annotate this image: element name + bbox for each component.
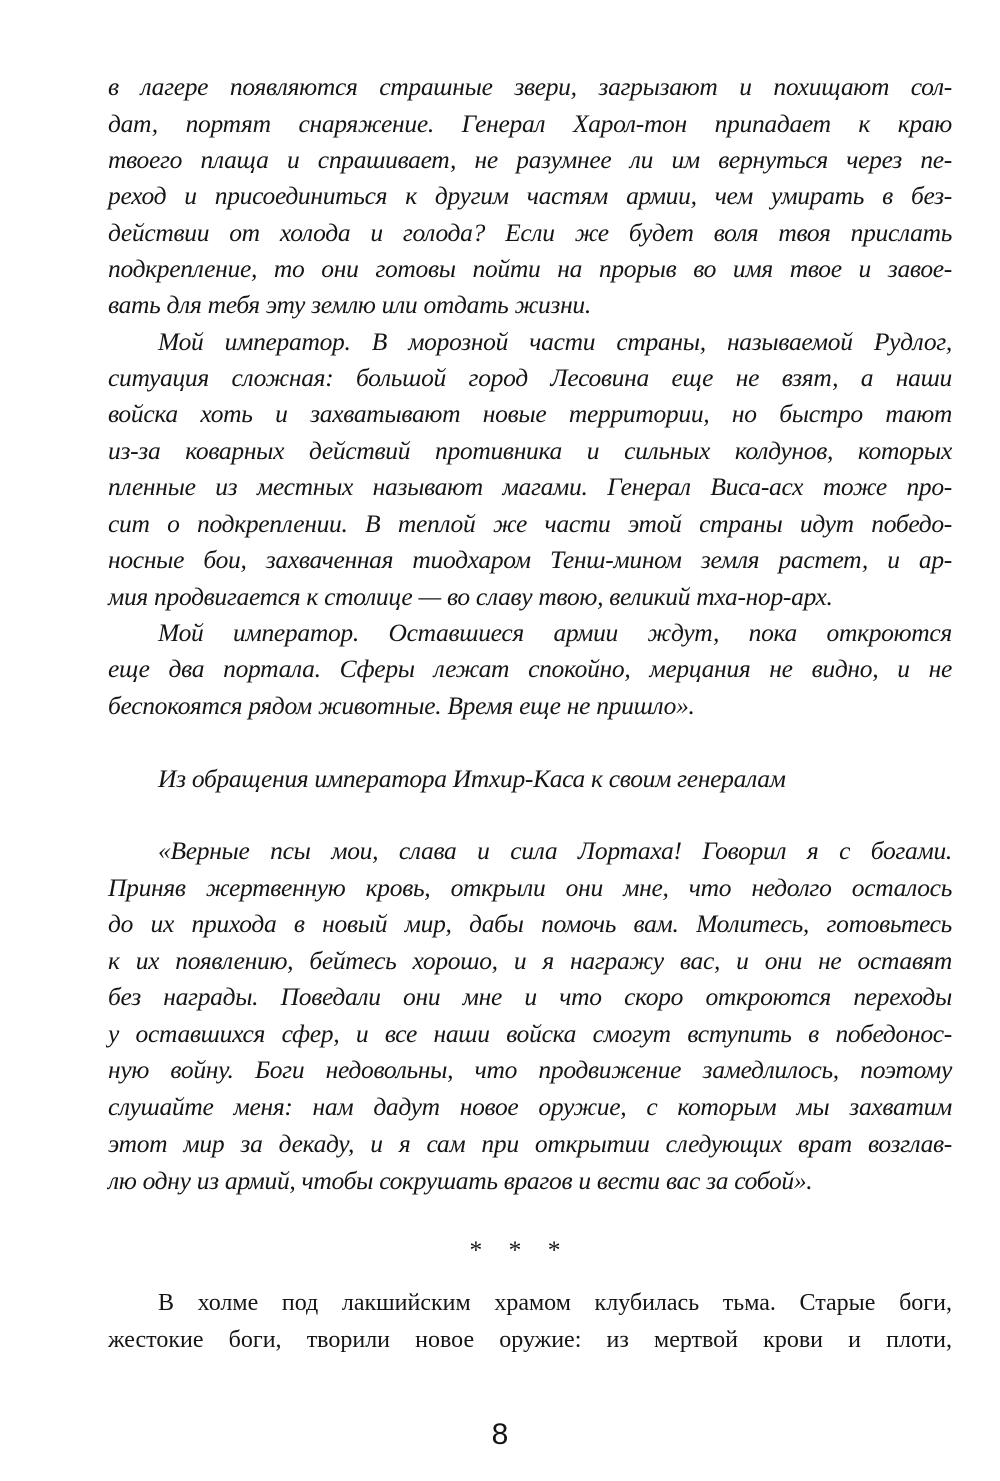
text-line: без награды. Поведали они мне и что скоро откроются переходы [108,982,952,1011]
text-line: слушайте меня: нам дадут новое оружие, с которым мы захватим [108,1092,952,1121]
section-separator: * * * [469,1235,571,1264]
text-line: из-за коварных действий противника и сильных колдунов, которых [108,436,952,465]
text-line: «Верные псы мои, слава и сила Лортаха! Говорил я с богами. [158,836,952,865]
text-line: ситуация сложная: большой город Лесовина еще не взят, а наши [108,363,952,392]
text-line: реход и присоединиться к другим частям армии, чем умирать в без- [108,181,952,210]
text-line: сит о подкреплении. В теплой же части этой страны идут победо- [108,509,952,538]
text-line: ную войну. Боги недовольны, что продвижение замедлилось, поэтому [108,1055,952,1084]
text-line: жестокие боги, творили новое оружие: из мертвой крови и плоти, [108,1327,952,1353]
text-line: подкрепление, то они готовы пойти на прорыв во имя твое и завое- [108,254,952,283]
text-line: Приняв жертвенную кровь, открыли они мне, что недолго осталось [108,873,952,902]
text-line: действии от холода и голода? Если же будет воля твоя прислать [108,218,952,247]
text-line: еще два портала. Сферы лежат спокойно, мерцания не видно, и не [108,654,952,683]
text-line: пленные из местных называют магами. Генерал Виса-асх тоже про- [108,472,952,501]
text-line: носные бои, захваченная тиодхаром Тенш-мином земля растет, и ар- [108,545,952,574]
text-line: в лагере появляются страшные звери, загрызают и похищают сол- [108,72,952,101]
text-line: до их прихода в новый мир, дабы помочь вам. Молитесь, готовьтесь [108,909,952,938]
text-line: Мой император. В морозной части страны, называемой Рудлог, [158,327,952,356]
text-line: войска хоть и захватывают новые территории, но быстро тают [108,399,952,428]
text-line: В холме под лакшийским храмом клубилась тьма. Старые боги, [158,1290,952,1316]
text-line: Мой император. Оставшиеся армии ждут, пока откроются [158,618,952,647]
text-line: твоего плаща и спрашивает, не разумнее ли им вернуться через пе- [108,145,952,174]
text-line: беспокоятся рядом животные. Время еще не пришло». [108,691,695,720]
text-line: этот мир за декаду, и я сам при открытии следующих врат возглав- [108,1129,952,1158]
text-line: у оставшихся сфер, и все наши войска смогут вступить в победонос- [108,1019,952,1048]
text-line: лю одну из армий, чтобы сокрушать врагов и вести вас за собой». [108,1166,813,1195]
page-number: 8 [491,1418,509,1451]
text-line: дат, портят снаряжение. Генерал Харол-тон припадает к краю [108,109,952,138]
text-line: к их появлению, бейтесь хорошо, и я награжу вас, и они не оставят [108,946,952,975]
text-line: мия продвигается к столице — во славу твою, великий тха-нор-арх. [108,582,833,611]
text-line: вать для тебя эту землю или отдать жизни. [108,290,591,319]
section-heading: Из обращения императора Итхир-Каса к своим генералам [158,764,786,793]
